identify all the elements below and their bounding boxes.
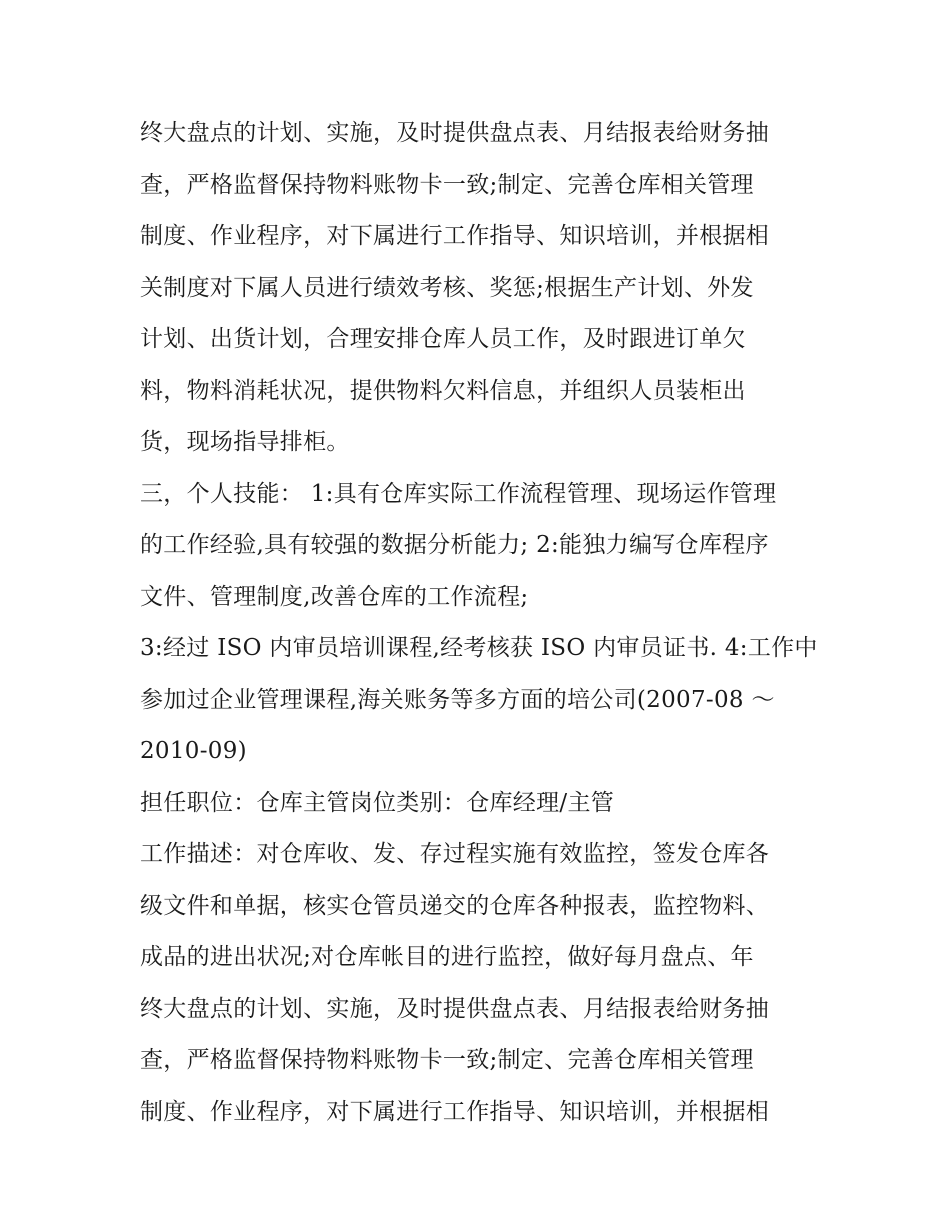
- text-line: 终大盘点的计划、实施，及时提供盘点表、月结报表给财务抽: [140, 995, 770, 1022]
- text-line: 关制度对下属人员进行绩效考核、奖惩;根据生产计划、外发: [140, 274, 754, 301]
- text-line: 终大盘点的计划、实施，及时提供盘点表、月结报表给财务抽: [140, 120, 770, 146]
- text-line: 成品的进出状况;对仓库帐目的进行监控，做好每月盘点、年: [140, 944, 754, 970]
- text-line: 制度、作业程序，对下属进行工作指导、知识培训，并根据相: [140, 223, 770, 249]
- position-line: 担任职位：仓库主管岗位类别：仓库经理/主管: [140, 789, 615, 816]
- document-body: [140, 108, 820, 1138]
- text-line: 货，现场指导排柜。: [140, 429, 350, 455]
- text-line: 2010-09): [140, 738, 247, 764]
- section-heading-line: 三，个人技能： 1:具有仓库实际工作流程管理、现场运作管理: [140, 480, 777, 507]
- text-line: 料，物料消耗状况，提供物料欠料信息，并组织人员装柜出: [140, 377, 746, 404]
- text-line: 的工作经验,具有较强的数据分析能力; 2:能独力编写仓库程序: [140, 532, 769, 558]
- text-line: 查，严格监督保持物料账物卡一致;制定、完善仓库相关管理: [140, 1047, 754, 1073]
- text-line: 计划、出货计划，合理安排仓库人员工作，及时跟进订单欠: [140, 326, 746, 352]
- text-line: 级文件和单据，核实仓管员递交的仓库各种报表，监控物料、: [140, 892, 770, 919]
- text-line: 文件、管理制度,改善仓库的工作流程;: [140, 583, 529, 610]
- text-line: 制度、作业程序，对下属进行工作指导、知识培训，并根据相: [140, 1098, 770, 1125]
- text-line: 参加过企业管理课程,海关账务等多方面的培公司(2007-08 ～: [140, 686, 775, 713]
- job-description-line: 工作描述：对仓库收、发、存过程实施有效监控，签发仓库各: [140, 841, 770, 867]
- text-line: 查，严格监督保持物料账物卡一致;制定、完善仓库相关管理: [140, 171, 754, 198]
- text-line: 3:经过 ISO 内审员培训课程,经考核获 ISO 内审员证书. 4:工作中: [140, 635, 818, 661]
